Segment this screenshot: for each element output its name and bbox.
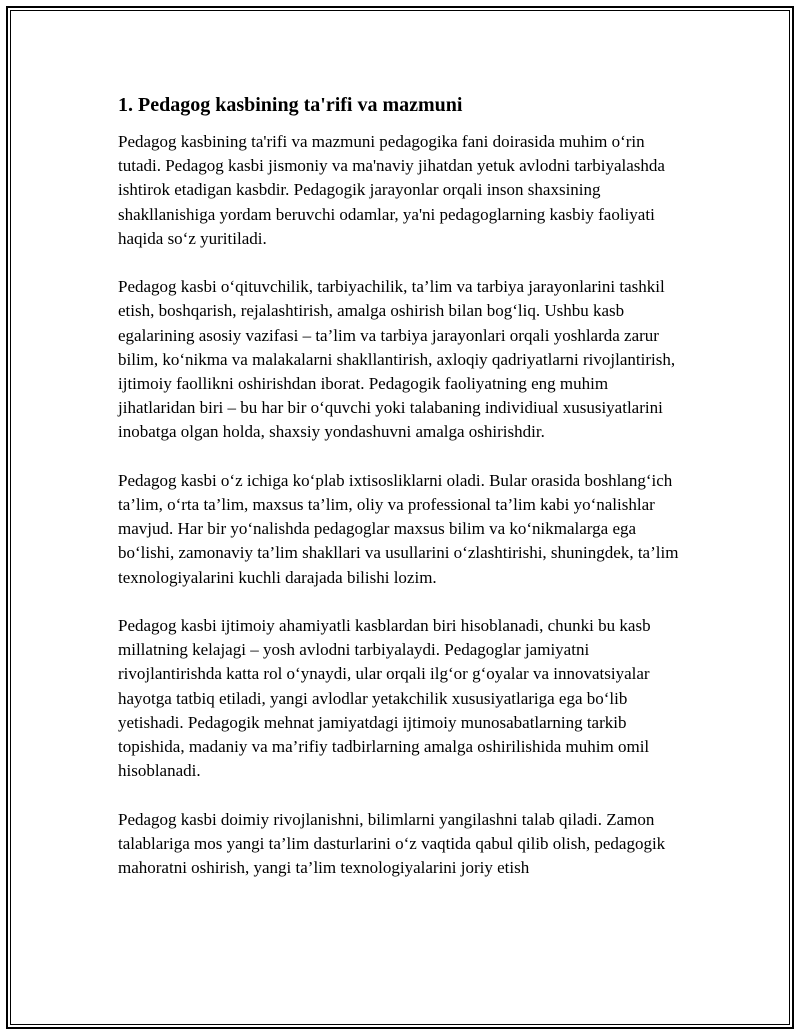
paragraph-1: Pedagog kasbining ta'rifi va mazmuni pedagogika fani doirasida muhim oʻrin tutadi. Pedagog kasbi jismoniy va ma'naviy jihatdan yetuk avlodni tarbiyalashda ishtirok etadigan kasbdir. Pedagogik jarayonlar orqali inson shaxsining shakllanishiga yordam beruvchi odamlar, ya'ni pedagoglarning kasbiy faoliyati haqida soʻz yuritiladi. <box>118 132 665 248</box>
section-heading: 1. Pedagog kasbining ta'rifi va mazmuni <box>118 94 463 116</box>
paragraph-3: Pedagog kasbi oʻz ichiga koʻplab ixtisosliklarni oladi. Bular orasida boshlangʻich ta’lim, oʻrta ta’lim, maxsus ta’lim, oliy va professional ta’lim kabi yoʻnalishlar mavjud. Har bir yoʻnalishda pedagoglar maxsus bilim va koʻnikmalarga ega boʻlishi, zamonaviy ta’lim shakllari va usullarini oʻzlashtirishi, shuningdek, ta’lim texnologiyalarini kuchli darajada bilishi lozim. <box>118 470 679 587</box>
paragraph-5: Pedagog kasbi doimiy rivojlanishni, bilimlarni yangilashni talab qiladi. Zamon talablariga mos yangi ta’lim dasturlarini oʻz vaqtida qabul qilib olish, pedagogik mahoratni oshirish, yangi ta’lim texnologiyalarini joriy etish <box>118 809 666 878</box>
paragraph-2: Pedagog kasbi oʻqituvchilik, tarbiyachilik, ta’lim va tarbiya jarayonlarini tashkil etish, boshqarish, rejalashtirish, amalga oshirish bilan bogʻliq. Ushbu kasb egalarining asosiy vazifasi – ta’lim va tarbiya jarayonlari orqali yoshlarda zarur bilim, koʻnikma va malakalarni shakllantirish, axloqiy qadriyatlarni rivojlantirish, ijtimoiy faollikni oshirishdan iborat. Pedagogik faoliyatning eng muhim jihatlaridan biri – bu har bir oʻquvchi yoki talabaning individiual xususiyatlarini inobatga olgan holda, shaxsiy yondashuvni amalga oshirishdir. <box>118 277 676 442</box>
document-body <box>118 92 688 904</box>
paragraph-4: Pedagog kasbi ijtimoiy ahamiyatli kasblardan biri hisoblanadi, chunki bu kasb millatning kelajagi – yosh avlodni tarbiyalaydi. Pedagoglar jamiyatni rivojlantirishda katta rol oʻynaydi, ular orqali ilgʻor gʻoyalar va innovatsiyalar hayotga tatbiq etiladi, yangi avlodlar yetakchilik xususiyatlariga ega boʻlib yetishadi. Pedagogik mehnat jamiyatdagi ijtimoiy munosabatlarning tarkib topishida, madaniy va ma’rifiy tadbirlarning amalga oshirilishida muhim omil hisoblanadi. <box>118 616 651 781</box>
